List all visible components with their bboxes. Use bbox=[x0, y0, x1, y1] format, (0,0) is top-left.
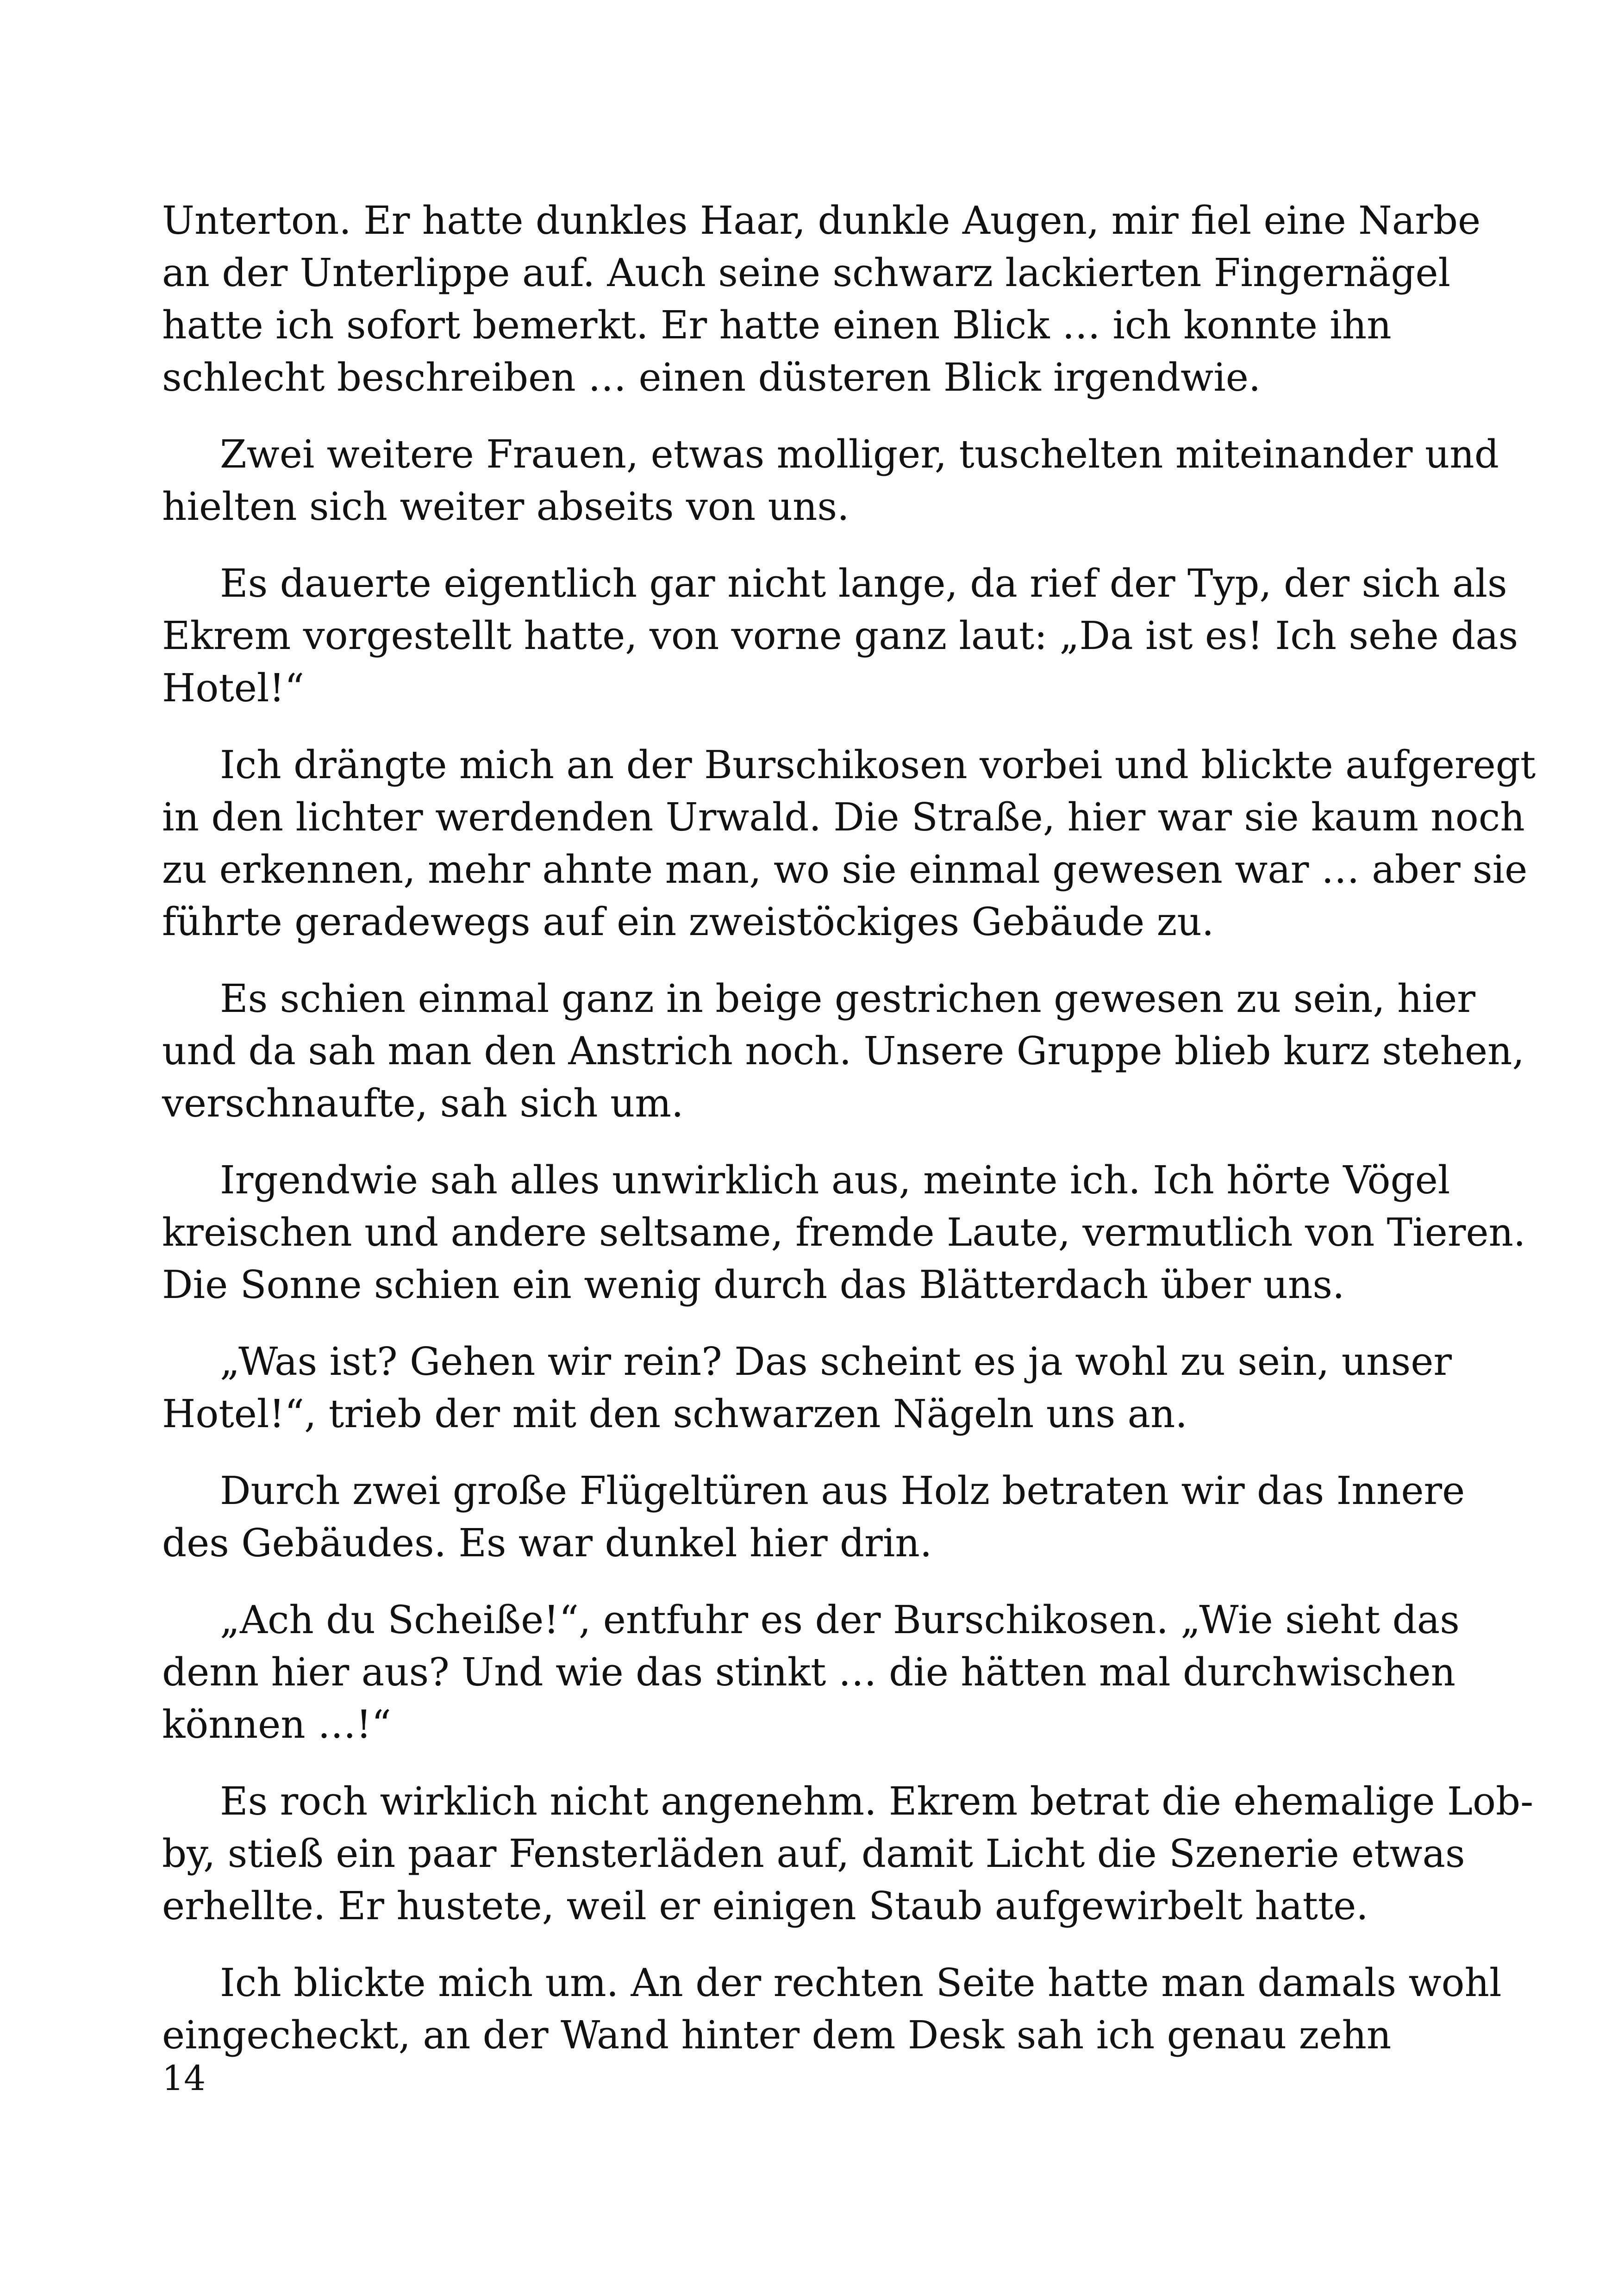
text-line: Ich blickte mich um. An der rechten Seite hatte man damals wohl bbox=[220, 1960, 1502, 2005]
text-line: erhellte. Er hustete, weil er einigen Staub aufgewirbelt hatte. bbox=[162, 1884, 1368, 1928]
text-line: eingecheckt, an der Wand hinter dem Desk sah ich genau zehn bbox=[162, 2013, 1392, 2058]
paragraph bbox=[162, 557, 1518, 714]
text-line: und da sah man den Anstrich noch. Unsere Gruppe blieb kurz stehen, bbox=[162, 1029, 1524, 1073]
text-line: des Gebäudes. Es war dunkel hier drin. bbox=[162, 1521, 932, 1566]
paragraph bbox=[162, 1465, 1463, 1569]
body-text bbox=[162, 194, 1536, 2086]
text-line: schlecht beschreiben … einen düsteren Blick irgendwie. bbox=[162, 355, 1261, 400]
text-line: verschnaufte, sah sich um. bbox=[162, 1081, 684, 1126]
paragraph bbox=[162, 1154, 1526, 1311]
text-line: hatte ich sofort bemerkt. Er hatte einen Blick … ich konnte ihn bbox=[162, 303, 1392, 348]
text-line: Es roch wirklich nicht angenehm. Ekrem betrat die ehemalige Lob- bbox=[220, 1779, 1534, 1824]
text-line: Es schien einmal ganz in beige gestrichen gewesen zu sein, hier bbox=[220, 976, 1475, 1021]
text-line: kreischen und andere seltsame, fremde Laute, vermutlich von Tieren. bbox=[162, 1210, 1526, 1255]
paragraph bbox=[162, 1775, 1534, 1932]
paragraph bbox=[162, 1594, 1463, 1751]
paragraph bbox=[162, 739, 1536, 948]
text-line: Es dauerte eigentlich gar nicht lange, da rief der Typ, der sich als bbox=[220, 561, 1507, 606]
text-line: in den lichter werdenden Urwald. Die Straße, hier war sie kaum noch bbox=[162, 795, 1525, 840]
paragraph bbox=[162, 973, 1524, 1129]
paragraph bbox=[162, 1957, 1502, 2061]
text-line: Ekrem vorgestellt hatte, von vorne ganz laut: „Da ist es! Ich sehe das bbox=[162, 613, 1518, 658]
text-line: zu erkennen, mehr ahnte man, wo sie einmal gewesen war … aber sie bbox=[162, 847, 1528, 892]
text-line: können …!“ bbox=[162, 1702, 391, 1747]
text-line: „Was ist? Gehen wir rein? Das scheint es ja wohl zu sein, unser bbox=[220, 1339, 1452, 1384]
text-line: „Ach du Scheiße!“, entfuhr es der Burschikosen. „Wie sieht das bbox=[220, 1597, 1460, 1642]
text-line: führte geradewegs auf ein zweistöckiges Gebäude zu. bbox=[162, 899, 1214, 944]
paragraph bbox=[162, 428, 1499, 533]
paragraph bbox=[162, 194, 1481, 404]
text-line: Ich drängte mich an der Burschikosen vorbei und blickte aufgeregt bbox=[220, 742, 1536, 787]
text-line: Unterton. Er hatte dunkles Haar, dunkle Augen, mir fiel eine Narbe bbox=[162, 198, 1481, 243]
text-line: Zwei weitere Frauen, etwas molliger, tuschelten miteinander und bbox=[220, 432, 1499, 477]
text-line: by, stieß ein paar Fensterläden auf, damit Licht die Szenerie etwas bbox=[162, 1831, 1465, 1876]
text-line: denn hier aus? Und wie das stinkt … die hätten mal durchwischen bbox=[162, 1650, 1456, 1695]
text-line: Durch zwei große Flügeltüren aus Holz betraten wir das Innere bbox=[220, 1468, 1465, 1513]
page-number: 14 bbox=[162, 2059, 206, 2098]
paragraph bbox=[162, 1335, 1463, 1440]
text-line: Irgendwie sah alles unwirklich aus, meinte ich. Ich hörte Vögel bbox=[220, 1158, 1450, 1203]
text-line: Hotel!“ bbox=[162, 666, 305, 711]
text-line: Die Sonne schien ein wenig durch das Blätterdach über uns. bbox=[162, 1262, 1345, 1307]
text-line: Hotel!“, trieb der mit den schwarzen Nägeln uns an. bbox=[162, 1391, 1187, 1436]
text-line: hielten sich weiter abseits von uns. bbox=[162, 484, 850, 529]
text-line: an der Unterlippe auf. Auch seine schwarz lackierten Fingernägel bbox=[162, 250, 1451, 295]
